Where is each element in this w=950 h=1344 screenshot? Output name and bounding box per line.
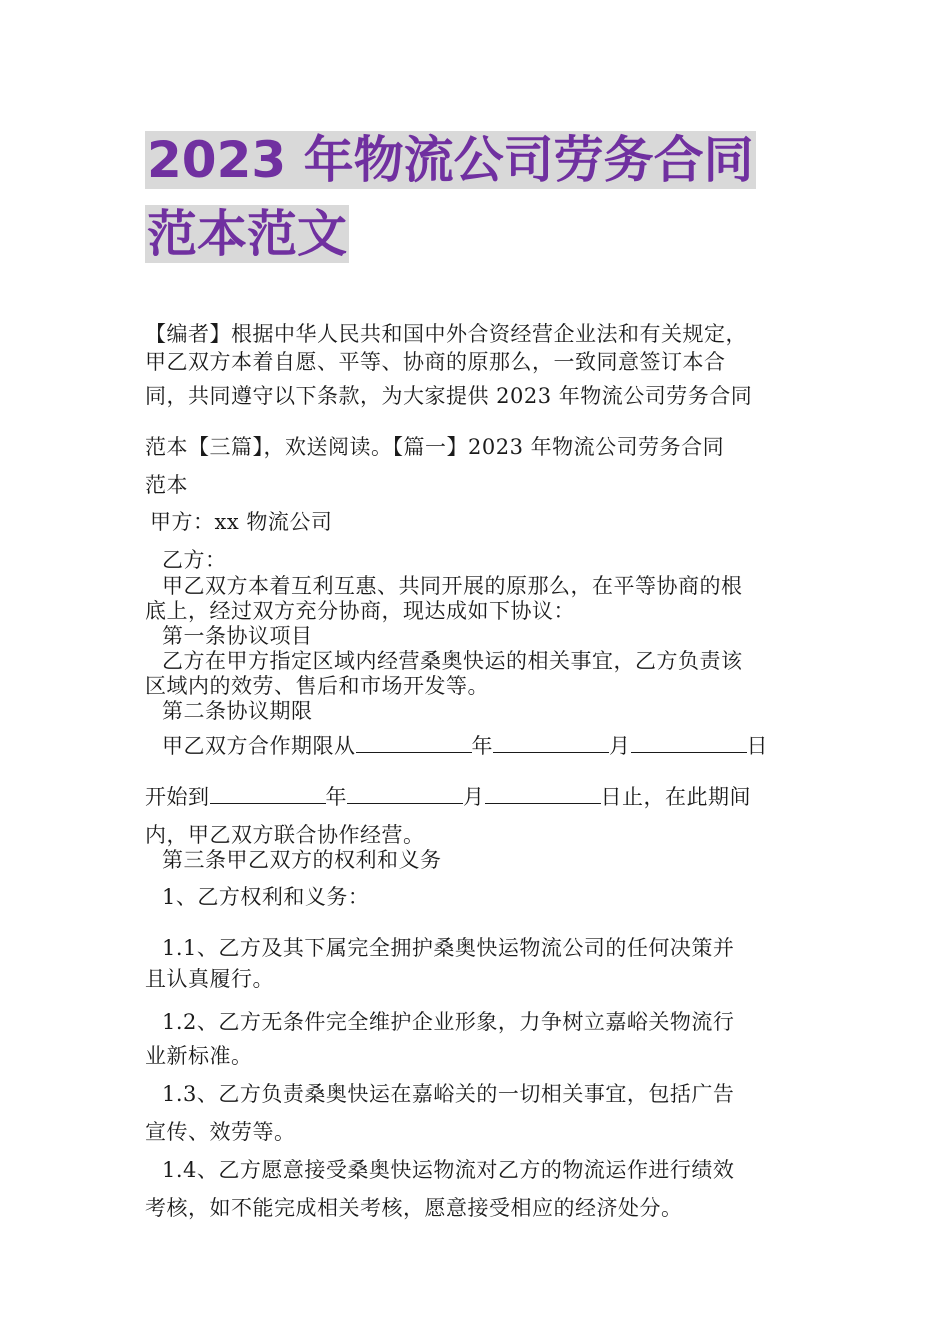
article-text: 区域内的效劳、售后和市场开发等。 bbox=[145, 674, 489, 698]
clause-text: 且认真履行。 bbox=[145, 967, 274, 991]
clause-text: 1.3、乙方负责桑奥快运在嘉峪关的一切相关事宜，包括广告 bbox=[162, 1082, 735, 1106]
article-title: 第一条协议项目 bbox=[162, 624, 313, 648]
article-title: 第三条甲乙双方的权利和义务 bbox=[162, 848, 442, 872]
article-title: 第二条协议期限 bbox=[162, 699, 313, 723]
article-text: 内，甲乙双方联合协作经营。 bbox=[145, 823, 425, 847]
intro-text: 同，共同遵守以下条款，为大家提供 2023 年物流公司劳务合同 bbox=[145, 384, 753, 408]
intro-text: 【编者】根据中华人民共和国中外合资经营企业法和有关规定， bbox=[145, 322, 747, 346]
article-text: 乙方在甲方指定区域内经营桑奥快运的相关事宜，乙方负责该 bbox=[162, 649, 743, 673]
month-label: 月 bbox=[609, 734, 631, 758]
year-label: 年 bbox=[325, 785, 347, 809]
intro-text: 范本【三篇】，欢送阅读。【篇一】2023 年物流公司劳务合同 bbox=[145, 435, 725, 459]
term-text: 甲乙双方合作期限从 bbox=[162, 734, 356, 758]
year-label: 年 bbox=[471, 734, 493, 758]
term-text: 开始到 bbox=[145, 785, 210, 809]
day-label: 日 bbox=[746, 734, 768, 758]
party-a: 甲方：xx 物流公司 bbox=[150, 510, 333, 534]
blank-field[interactable] bbox=[356, 732, 472, 753]
blank-field[interactable] bbox=[493, 732, 609, 753]
intro-text: 甲乙双方本着自愿、平等、协商的原那么，一致同意签订本合 bbox=[145, 350, 726, 374]
clause-text: 宣传、效劳等。 bbox=[145, 1120, 296, 1144]
term-line bbox=[162, 732, 768, 760]
clause-text: 1.1、乙方及其下属完全拥护桑奥快运物流公司的任何决策并 bbox=[162, 936, 735, 960]
page-title-line-1: 2023 年物流公司劳务合同 bbox=[147, 131, 754, 189]
term-text: 日止，在此期间 bbox=[600, 785, 751, 809]
clause-text: 1.4、乙方愿意接受桑奥快运物流对乙方的物流运作进行绩效 bbox=[162, 1158, 735, 1182]
clause-text: 1.2、乙方无条件完全维护企业形象，力争树立嘉峪关物流行 bbox=[162, 1010, 735, 1034]
intro-text: 范本 bbox=[145, 473, 188, 497]
sub-heading: 1、乙方权利和义务： bbox=[162, 885, 370, 909]
clause-text: 考核，如不能完成相关考核，愿意接受相应的经济处分。 bbox=[145, 1196, 683, 1220]
party-b: 乙方： bbox=[162, 548, 227, 572]
month-label: 月 bbox=[463, 785, 485, 809]
preamble: 底上，经过双方充分协商，现达成如下协议： bbox=[145, 599, 575, 623]
clause-text: 业新标准。 bbox=[145, 1044, 253, 1068]
blank-field[interactable] bbox=[210, 783, 326, 804]
preamble: 甲乙双方本着互利互惠、共同开展的原那么，在平等协商的根 bbox=[162, 574, 743, 598]
term-line bbox=[145, 783, 751, 811]
page-title-line-2: 范本范文 bbox=[147, 205, 347, 263]
blank-field[interactable] bbox=[347, 783, 463, 804]
blank-field[interactable] bbox=[631, 732, 747, 753]
blank-field[interactable] bbox=[485, 783, 601, 804]
